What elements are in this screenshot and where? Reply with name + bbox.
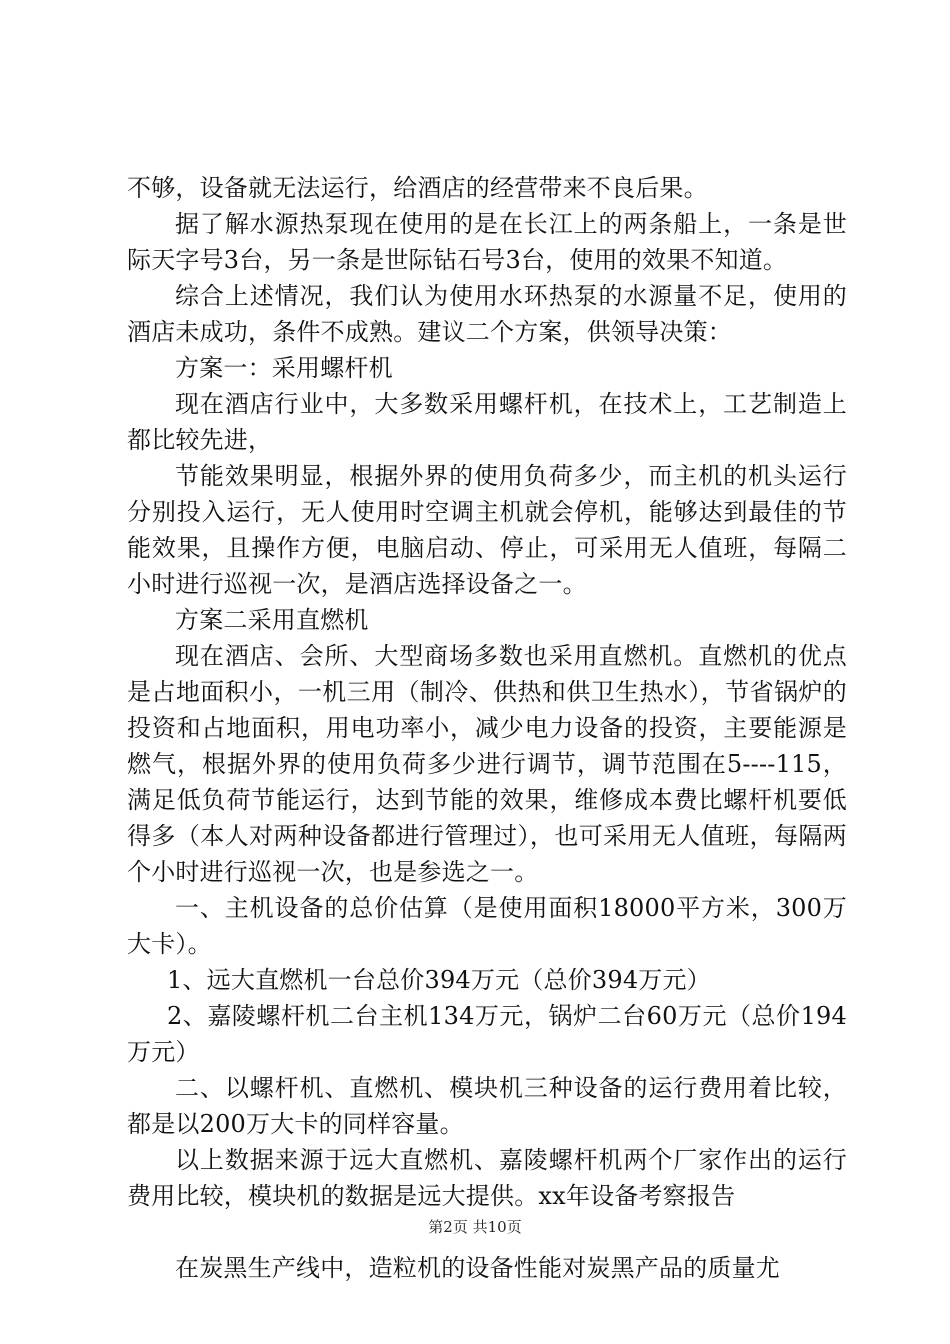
paragraph: 不够，设备就无法运行，给酒店的经营带来不良后果。	[127, 174, 708, 202]
paragraph: 现在酒店、会所、大型商场多数也采用直燃机。直燃机的优点是占地面积小，一机三用（制冷、供热和供卫生热水），节省锅炉的投资和占地面积，用电功率小，减少电力设备的投资，主要能源是燃气，根据外界的使用负荷多少进行调节，调节范围在5----115，满足低负荷节能运行，达到节能的效果，维修成本费比螺杆机要低得多（本人对两种设备都进行管理过），也可采用无人值班，每隔两个小时进行巡视一次，也是参选之一。	[127, 642, 847, 886]
paragraph: 综合上述情况，我们认为使用水环热泵的水源量不足，使用的酒店未成功，条件不成熟。建议二个方案，供领导决策：	[127, 282, 847, 346]
paragraph: 现在酒店行业中，大多数采用螺杆机，在技术上，工艺制造上都比较先进，	[127, 390, 847, 454]
paragraph: 节能效果明显，根据外界的使用负荷多少，而主机的机头运行分别投入运行，无人使用时空调主机就会停机，能够达到最佳的节能效果，且操作方便，电脑启动、停止，可采用无人值班，每隔二小时进行巡视一次，是酒店选择设备之一。	[127, 462, 847, 598]
list-item: 2、嘉陵螺杆机二台主机134万元，锅炉二台60万元（总价194万元）	[127, 1002, 847, 1066]
list-item: 1、远大直燃机一台总价394万元（总价394万元）	[167, 966, 711, 994]
document-body	[127, 170, 847, 1286]
paragraph: 二、以螺杆机、直燃机、模块机三种设备的运行费用着比较，都是以200万大卡的同样容量。	[127, 1074, 847, 1138]
paragraph: 一、主机设备的总价估算（是使用面积18000平方米，300万大卡）。	[127, 894, 847, 958]
paragraph: 以上数据来源于远大直燃机、嘉陵螺杆机两个厂家作出的运行费用比较，模块机的数据是远大提供。xx年设备考察报告	[127, 1146, 847, 1210]
paragraph: 在炭黑生产线中，造粒机的设备性能对炭黑产品的质量尤	[175, 1254, 780, 1282]
page-number-footer: 第2页 共10页	[428, 1218, 522, 1236]
paragraph: 据了解水源热泵现在使用的是在长江上的两条船上，一条是世际天字号3台，另一条是世际钻石号3台，使用的效果不知道。	[127, 210, 847, 274]
section-heading-plan-one: 方案一：采用螺杆机	[175, 354, 393, 382]
section-heading-plan-two: 方案二采用直燃机	[175, 606, 369, 634]
